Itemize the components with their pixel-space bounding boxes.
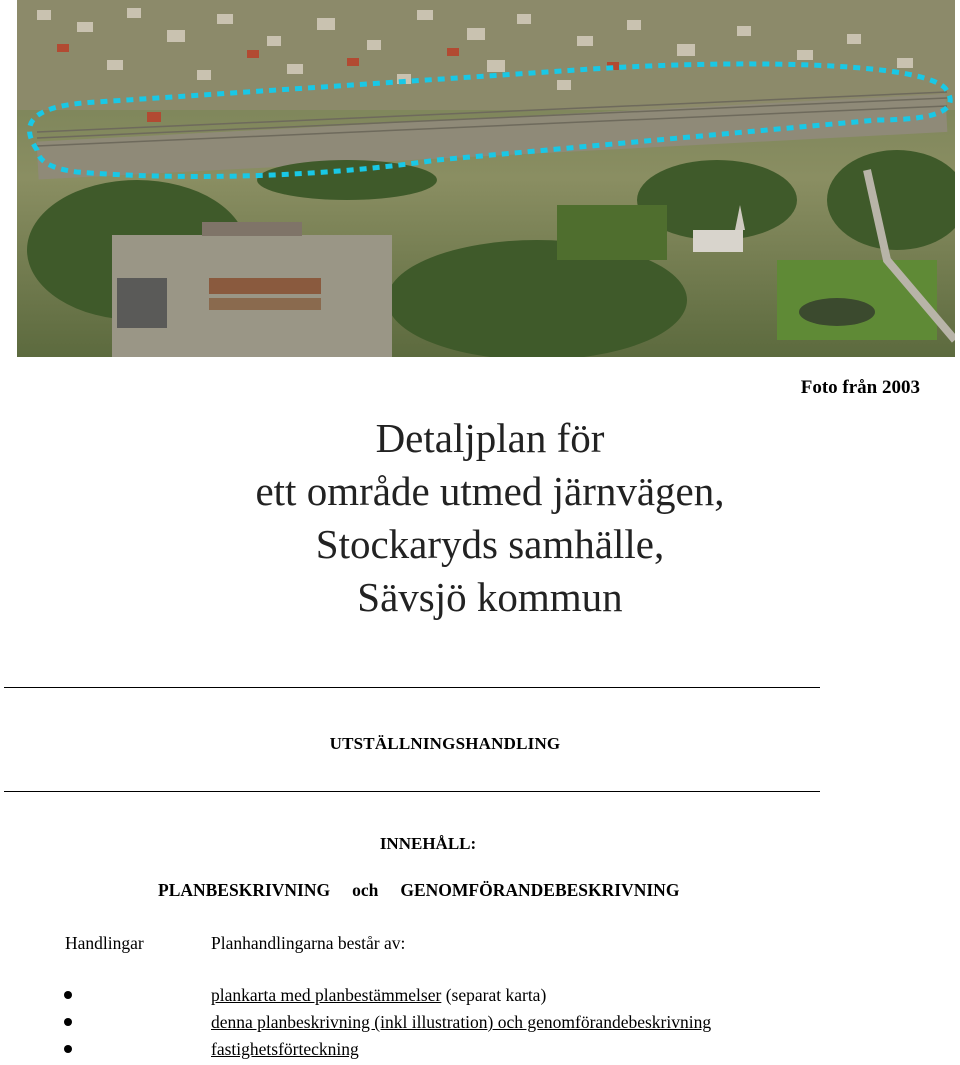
- bullet-icon: [64, 1018, 72, 1026]
- list-item-text: [211, 984, 546, 1006]
- bullet-icon: [64, 1045, 72, 1053]
- aerial-photo-image: [17, 0, 955, 357]
- handlingar-label: Handlingar: [65, 933, 144, 953]
- title-line-2: ett område utmed järnvägen,: [255, 468, 725, 514]
- contents-heading: INNEHÅLL:: [379, 834, 477, 853]
- contents-conjunction: och: [352, 880, 379, 900]
- list-item-underlined: plankarta med planbestämmelser: [211, 985, 442, 1005]
- aerial-photo: [17, 0, 955, 357]
- document-status: UTSTÄLLNINGSHANDLING: [329, 734, 561, 753]
- divider-bottom: [4, 791, 820, 792]
- contents-part-1: PLANBESKRIVNING: [158, 880, 331, 900]
- contents-line: [158, 880, 679, 901]
- divider-top: [4, 687, 820, 688]
- bullet-icon: [64, 991, 72, 999]
- list-item-underlined: denna planbeskrivning (inkl illustration) och genomförandebeskrivning: [211, 1012, 712, 1032]
- list-item-rest: (separat karta): [441, 985, 547, 1005]
- title-line-4: Sävsjö kommun: [357, 574, 623, 620]
- document-title: [0, 412, 960, 624]
- contents-part-2: GENOMFÖRANDEBESKRIVNING: [400, 880, 680, 900]
- title-line-1: Detaljplan för: [375, 415, 605, 461]
- list-item-text: [211, 1011, 711, 1033]
- title-line-3: Stockaryds samhälle,: [315, 521, 665, 567]
- list-item-underlined: fastighetsförteckning: [211, 1039, 359, 1059]
- list-item-text: [211, 1038, 359, 1060]
- photo-caption: Foto från 2003: [800, 377, 920, 398]
- handlingar-intro: Planhandlingarna består av:: [211, 933, 406, 953]
